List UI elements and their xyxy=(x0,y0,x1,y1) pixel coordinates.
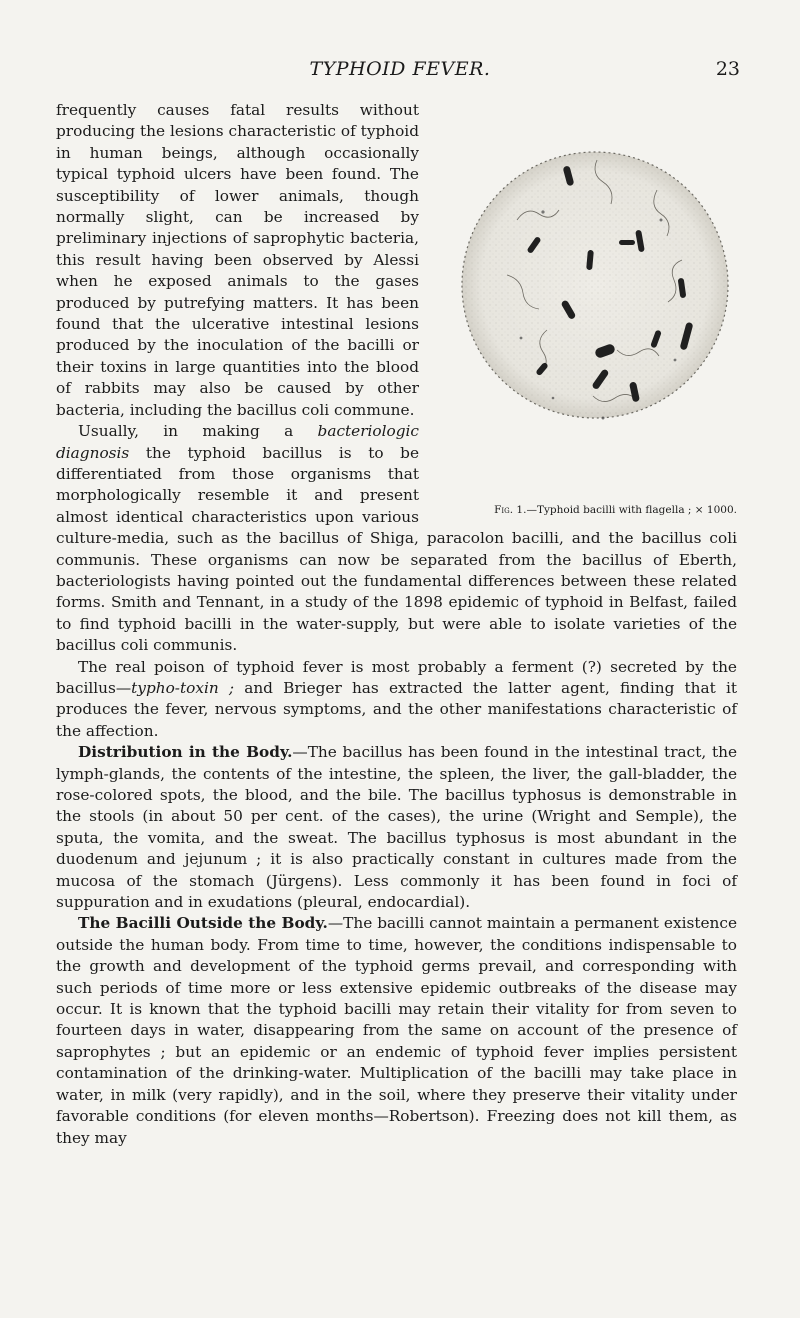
section-heading-outside-body: The Bacilli Outside the Body. xyxy=(78,914,328,933)
figure-caption xyxy=(437,504,737,516)
section-heading-distribution: Distribution in the Body. xyxy=(78,743,293,762)
figure-caption-text: —Typhoid bacilli with flagella ; × 1000. xyxy=(526,504,737,516)
paragraph-2-text-a: Usually, in making a xyxy=(78,422,318,441)
paragraph-3-italic: typho-toxin ; xyxy=(131,678,235,697)
paragraph-5-text: —The bacilli cannot maintain a permanent existence outside the human body. From time to time, however, the conditions indispensable to the growth and development of the typhoid germs prevail, and corresponding with such periods of time more or less extensive epidemic outbreaks of the disease may occur. It is known that the typhoid bacilli may retain their vitality for from seven to fourteen days in water, disappearing from the same on account of the presence of saprophytes ; but an epidemic or an endemic of typhoid fever implies persistent contamination of the drinking-water. Multiplication of the bacilli may take place in water, in milk (very rapidly), and in the soil, where they preserve their vitality under favorable conditions (for eleven months—Robertson). Freezing does not kill them, as they may xyxy=(56,914,737,1147)
paragraph-3-text-c: and Brieger has extracted the latter agent, finding that it produces the fever, nervous symptoms, and the other manifestations characteristic of the affection. xyxy=(56,678,738,740)
paragraph-2-text-c: the typhoid bacillus is to be differentiated from those organisms that morphologically resemble it and present almost identical characteristics upon various culture-media, such as the bacillus of Shiga, paracolon bacilli, and the bacillus coli communis. These organisms can now be separated from the bacillus of Eberth, bacteriologists having pointed out the fundamental differences between these related forms. Smith and Tennant, in a study of the 1898 epidemic of typhoid in Belfast, failed to find typhoid bacilli in the water-supply, but were able to isolate varieties of the bacillus coli communis. xyxy=(56,443,737,655)
paragraph-5 xyxy=(56,913,737,1148)
paragraph-3 xyxy=(56,657,737,743)
body-text xyxy=(56,100,737,1149)
paragraph-2-italic: bacteriologic diagnosis xyxy=(56,422,419,462)
paragraph-4-text: —The bacillus has been found in the intestinal tract, the lymph-glands, the contents of the intestine, the spleen, the liver, the gall-bladder, the rose-colored spots, the blood, and the bile. The bacillus typhosus is demonstrable in the stools (in about 50 per cent. of the cases), the urine (Wright and Semple), the sputa, the vomita, and the sweat. The bacillus typhosus is most abundant in the duodenum and jejunum ; it is also practically constant in cultures made from the mucosa of the stomach (Jürgens). Less commonly it has been found in foci of suppuration and in exudations (pleural, endocardial). xyxy=(56,743,737,912)
figure-1 xyxy=(437,100,737,515)
page-number: 23 xyxy=(715,58,740,80)
paragraph-4 xyxy=(56,742,737,913)
paragraph-1: frequently causes fatal results without producing the lesions characteristic of typhoid in human beings, although occasionally typical typhoid ulcers have been found. The susceptibility of lower animals, though normally slight, can be increased by preliminary injections of saprophytic bacteria, this result having been observed by Alessi when he exposed animals to the gases produced by putrefying matters. It has been found that the ulcerative intestinal lesions produced by the inoculation of the bacilli or their toxins in large quantities into the blood of rabbits may also be caused by other bacteria, including the bacillus coli commune. xyxy=(56,101,419,419)
paragraph-3-text-a: The real poison of typhoid fever is most probably a ferment (?) secreted by the bacillus— xyxy=(56,657,737,697)
page-header xyxy=(60,58,740,90)
figure-caption-label: Fig. 1. xyxy=(494,504,527,516)
running-title: TYPHOID FEVER. xyxy=(309,58,491,80)
bacteria-microscope-field-icon xyxy=(447,100,737,500)
